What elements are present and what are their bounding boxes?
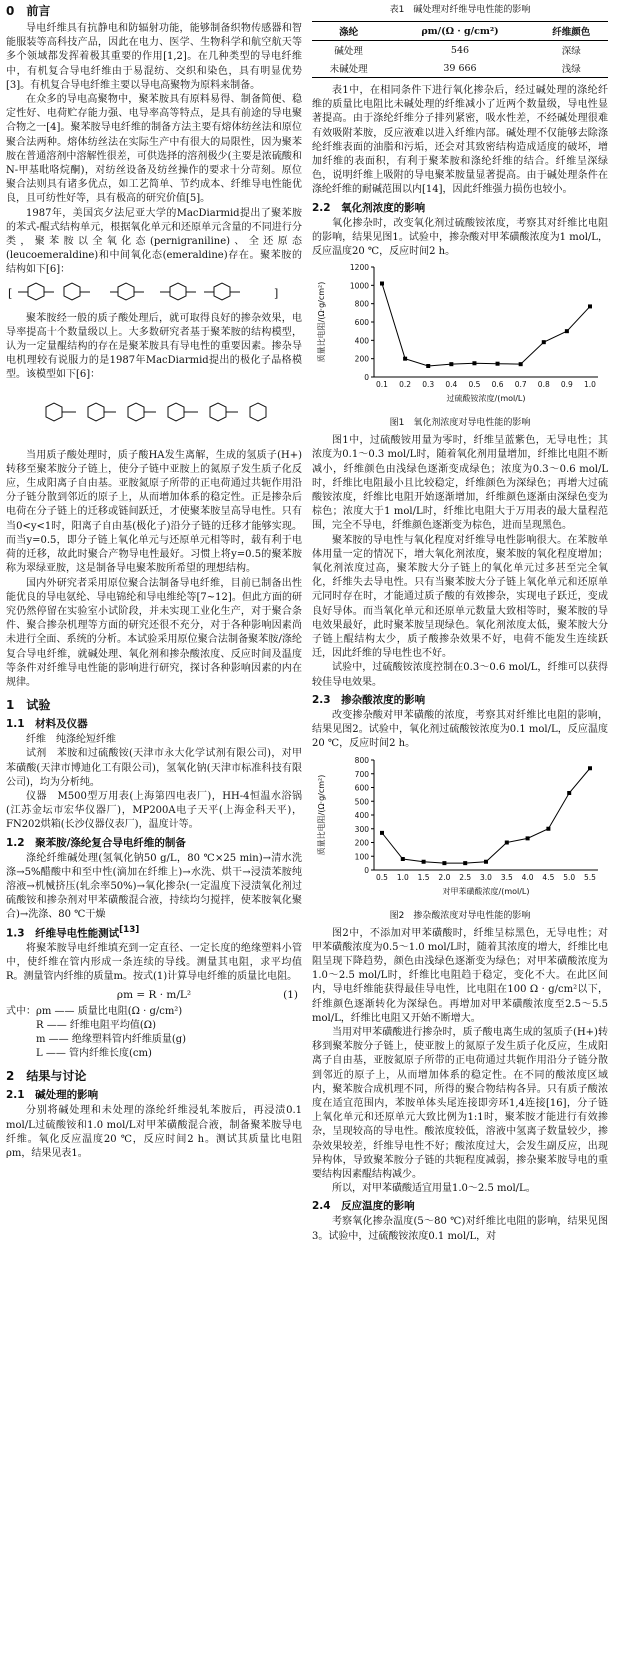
x-tick-label: 0.1 bbox=[376, 380, 388, 390]
subsection-heading: 2.3 掺杂酸浓度的影响 bbox=[312, 693, 426, 706]
x-tick-label: 0.3 bbox=[422, 380, 435, 390]
subsection-heading: 2.2 氧化剂浓度的影响 bbox=[312, 201, 426, 214]
x-tick-label: 0.5 bbox=[376, 872, 388, 882]
data-point bbox=[442, 861, 446, 865]
y-tick-label: 800 bbox=[354, 755, 369, 765]
x-tick-label: 0.6 bbox=[491, 380, 504, 390]
paragraph: 导电纤维具有抗静电和防辐射功能，能够制备织物传感器和智能服装等高科技产品，因此在电力、医学、生物科学和航空航天等多个领域都发挥着极其重要的作用[1,2]。在几种类型的导电纤维中，有机复合导电纤维由于易混纺、交织和染色，具有明显优势[3]。有机复合导电纤维主要以导电高聚物为原料来制备。 bbox=[6, 23, 302, 91]
y-tick-label: 800 bbox=[354, 299, 369, 309]
paragraph: 将聚苯胺导电纤维填充到一定直径、一定长度的绝缘塑料小管中，使纤维在管内形成一条连续的导线。测量其电阻，求平均值R。测量管内纤维的质量m。按式(1)计算导电纤维的质量比电阻。 bbox=[6, 943, 302, 983]
paragraph: 考察氧化掺杂温度(5～80 ℃)对纤维比电阻的影响，结果见图3。试验中，过硫酸铵浓度0.1 mol/L，对 bbox=[312, 1216, 608, 1242]
paragraph: 当用质子酸处理时，质子酸HA发生离解，生成的氢质子(H+)转移至聚苯胺分子链上，使分子链中亚胺上的氮原子发生质子化反应，生成阳离子自由基。亚胺氮原子所带的正电荷通过共轭作用沿分子链分散到邻近的原子上，从而增加体系的稳定性。正是掺杂后电荷在分子链上的迁移或链间跃迁，才使聚苯胺呈高导电性。只有当0<y<1时，阳离子自由基(极化子)沿分子链的迁移才能够实现。而当y=0.5，即分子链上氧化单元与还原单元相等时，载有利于电荷的迁移，故此时聚合产物导电性最好。习惯上将y=0.5的聚苯胺称为翠绿亚胺，这是制备导电聚苯胺所希望的理想结构。 bbox=[6, 449, 302, 575]
figure-2 bbox=[312, 752, 608, 921]
data-point bbox=[449, 362, 453, 366]
table-header-row bbox=[312, 22, 608, 41]
subsection-heading: 1.1 材料及仪器 bbox=[6, 718, 88, 731]
right-column bbox=[312, 0, 608, 1244]
paragraph: 图2中，不添加对甲苯磺酸时，纤维呈棕黑色，无导电性；对甲苯磺酸浓度为0.5～1.0 mol/L时，随着其浓度的增大，纤维比电阻呈现下降趋势，颜色由浅绿色逐渐变为绿色；对甲苯磺酸浓度为1.0～2.5 mol/L时，纤维比电阻趋于稳定，变化不大。在此区间内，导电纤维能获得最佳导电性，比电阻在100 Ω · g/cm²以下，纤维颜色逐渐转化为深绿色。再增加对甲苯磺酸浓度至2.5～5.5 mol/L，纤维比电阻又开始不断增大。 bbox=[312, 927, 608, 1024]
x-tick-label: 0.2 bbox=[399, 380, 412, 390]
x-tick-label: 0.7 bbox=[514, 380, 527, 390]
section-heading: 0 前言 bbox=[6, 4, 51, 18]
y-tick-label: 1000 bbox=[349, 281, 369, 291]
data-point bbox=[426, 364, 430, 368]
paragraph: 1987年，美国宾夕法尼亚大学的MacDiarmid提出了聚苯胺的苯式-醌式结构单元，根据氧化单元和还原单元含量的不同进行分类，聚苯胺以全氧化态(pernigraniline)、全还原态(leucoemeraldine)和中间氧化态(emeraldine)存在。聚苯胺的结构如下[6]： bbox=[6, 207, 302, 276]
table-1 bbox=[312, 21, 608, 78]
subsection-heading: 2.1 碱处理的影响 bbox=[6, 1089, 99, 1102]
x-tick-label: 2.0 bbox=[438, 872, 451, 882]
y-tick-label: 200 bbox=[354, 354, 369, 364]
citation: [13] bbox=[119, 924, 140, 935]
equation bbox=[6, 989, 302, 1001]
table-cell: 39 666 bbox=[443, 62, 477, 74]
polaron-model-diagram bbox=[6, 387, 302, 445]
data-point bbox=[463, 861, 467, 865]
paragraph: 氧化掺杂时，改变氧化剂过硫酸铵浓度，考察其对纤维比电阻的影响，结果见图1。试验中，掺杂酸对甲苯磺酸浓度为1 mol/L，反应温度20 ℃，反应时间2 h。 bbox=[312, 217, 608, 258]
paragraph: 聚苯胺经一般的质子酸处理后，就可取得良好的掺杂效果，电导率提高十个数量级以上。大多数研究者基于聚苯胺的结构模型，认为一定量醌结构的存在是聚苯胺具有导电性的重要因素。掺杂导电机理较有说服力的是1987年MacDiarmid提出的极化子晶格模型。该模型如下[6]： bbox=[6, 312, 302, 381]
table-cell: 碱处理 bbox=[334, 46, 363, 57]
data-point bbox=[403, 357, 407, 361]
data-point bbox=[565, 329, 569, 333]
x-tick-label: 5.5 bbox=[584, 872, 596, 882]
y-tick-label: 600 bbox=[354, 318, 369, 328]
series-line bbox=[382, 768, 590, 863]
paragraph: 仪器 M500型万用表(上海第四电表厂)，HH-4恒温水浴锅(江苏金坛市宏华仪器厂)，MP200A电子天平(上海金科天平)，FN202烘箱(长沙仪器仪表厂)，温度计等。 bbox=[6, 790, 302, 831]
x-tick-label: 1.0 bbox=[584, 380, 596, 390]
table-row bbox=[312, 59, 608, 78]
figure-1 bbox=[312, 259, 608, 428]
chart-1 bbox=[312, 259, 608, 409]
y-tick-label: 0 bbox=[364, 373, 369, 383]
equation-number: (1) bbox=[283, 988, 298, 1001]
equation-legend-list bbox=[36, 1019, 302, 1062]
x-tick-label: 0.4 bbox=[445, 380, 458, 390]
data-point bbox=[519, 362, 523, 366]
table-header: 纤维颜色 bbox=[552, 27, 591, 38]
y-tick-label: 700 bbox=[354, 769, 369, 779]
paragraph: 涤纶纤维碱处理(氢氧化钠50 g/L，80 ℃×25 min)→清水洗涤→5%醋酸中和至中性(滴加在纤维上)→水洗、烘干→浸渍苯胺纯溶液→机械挤压(轧余率50%)→氧化掺杂(一定温度下浸渍氧化剂过硫酸铵和掺杂剂对甲苯磺酸混合液，持续均匀搅拌，使苯胺氧化聚合)→洗涤、80 ℃干燥 bbox=[6, 852, 302, 921]
x-tick-label: 1.0 bbox=[396, 872, 409, 882]
paragraph: 试剂 苯胺和过硫酸铵(天津市永大化学试剂有限公司)，对甲苯磺酸(天津市博迪化工有限公司)，氢氧化钠(天津市标准科技有限公司)，均为分析纯。 bbox=[6, 748, 302, 788]
table-header: ρm/(Ω · g/cm²) bbox=[421, 25, 499, 37]
svg-text:[: [ bbox=[8, 286, 13, 300]
x-tick-label: 3.5 bbox=[500, 872, 513, 882]
y-tick-label: 1200 bbox=[349, 263, 369, 273]
x-axis-label: 对甲苯磺酸浓度/(mol/L) bbox=[442, 886, 530, 896]
subsection-heading: 1.2 聚苯胺/涤纶复合导电纤维的制备 bbox=[6, 836, 186, 849]
chart-2 bbox=[312, 752, 608, 902]
table-header: 涤纶 bbox=[339, 27, 359, 38]
x-tick-label: 4.0 bbox=[521, 872, 534, 882]
x-tick-label: 0.5 bbox=[468, 380, 481, 390]
data-point bbox=[496, 362, 500, 366]
paragraph: 试验中，过硫酸铵浓度控制在0.3～0.6 mol/L，纤维可以获得较佳导电效果。 bbox=[312, 662, 608, 688]
data-point bbox=[422, 859, 426, 863]
x-tick-label: 0.9 bbox=[560, 380, 573, 390]
y-axis-label: 质量比电阻/(Ω·g/cm²) bbox=[317, 281, 326, 363]
x-tick-label: 0.8 bbox=[537, 380, 550, 390]
data-point bbox=[588, 305, 592, 309]
equation-body: ρm = R · m/L² bbox=[116, 988, 192, 1001]
y-tick-label: 0 bbox=[364, 865, 369, 875]
section-heading: 2 结果与讨论 bbox=[6, 1069, 87, 1084]
table-cell: 浅绿 bbox=[561, 64, 581, 75]
data-point bbox=[567, 791, 571, 795]
table-cell: 546 bbox=[450, 44, 470, 56]
paragraph: 在众多的导电高聚物中，聚苯胺具有原料易得、制备简便、稳定性好、电荷贮存能力强、电导率高等特点，是具有前途的导电聚合物之一[4]。聚苯胺导电纤维的制备方法主要有熔体纺丝法和原位聚合法两种。熔体纺丝法在实际生产中有很大的局限性，因为聚苯胺在普通溶剂中溶解性很差，可供选择的溶剂极少(主要是浓硫酸和N-甲基吡咯烷酮)，对纺丝设备及纺丝操作的要求十分苛刻。原位聚合法则具有诸多优点，如工艺简单、节约成本、纤维导电性能优良，且可纺性好等，具有极高的研究价值[5]。 bbox=[6, 94, 302, 205]
paragraph: 所以，对甲苯磺酸适宜用量1.0～2.5 mol/L。 bbox=[332, 1183, 536, 1195]
paragraph: 国内外研究者采用原位聚合法制备导电纤维，目前已制备出性能优良的导电氨纶、导电锦纶和导电维纶等[7~12]。但此方面的研究仍然停留在实验室小试阶段，并未实现工业化生产，对于聚合条件、聚合掺杂机理等方面的研究还很不充分，对于各种影响因素尚未进行全面、系统的分析。本试验采用原位聚合法制备聚苯胺/涤纶复合导电纤维，就碱处理、氧化剂和掺杂酸浓度、反应时间及温度等条件对纤维导电性能的影响进行研究，探讨各种影响因素的内在规律。 bbox=[6, 577, 302, 688]
y-tick-label: 400 bbox=[354, 810, 369, 820]
data-point bbox=[401, 857, 405, 861]
y-tick-label: 200 bbox=[354, 838, 369, 847]
series-line bbox=[382, 284, 590, 367]
svg-text:]: ] bbox=[274, 286, 279, 300]
paragraph: 改变掺杂酸对甲苯磺酸的浓度，考察其对纤维比电阻的影响，结果见图2。试验中，氧化剂过硫酸铵浓度为0.1 mol/L，反应温度20 ℃，反应时间2 h。 bbox=[312, 709, 608, 750]
left-column bbox=[6, 0, 302, 1161]
y-tick-label: 300 bbox=[354, 824, 369, 834]
y-tick-label: 600 bbox=[354, 783, 369, 792]
table-caption: 表1 碱处理对纤维导电性能的影响 bbox=[389, 5, 531, 15]
paragraph: 纤维 纯涤纶短纤维 bbox=[26, 734, 116, 746]
paragraph: 分别将碱处理和未处理的涤纶纤维浸轧苯胺后，再浸渍0.1 mol/L过硫酸铵和1.0 mol/L对甲苯磺酸混合液，制备聚苯胺导电纤维。氧化反应温度20 ℃，反应时间2 h。测试其质量比电阻ρm，结果见表1。 bbox=[6, 1105, 302, 1160]
x-tick-label: 1.5 bbox=[417, 872, 430, 882]
figure-caption: 图2 掺杂酸浓度对导电性能的影响 bbox=[389, 910, 531, 921]
data-point bbox=[472, 361, 476, 365]
y-tick-label: 500 bbox=[354, 796, 369, 806]
table-cell: 深绿 bbox=[561, 46, 581, 57]
data-point bbox=[505, 840, 509, 844]
x-tick-label: 4.5 bbox=[542, 872, 555, 882]
legend-item: m —— 绝缘塑料管内纤维质量(g) bbox=[36, 1034, 187, 1046]
x-tick-label: 3.0 bbox=[480, 872, 492, 882]
y-tick-label: 400 bbox=[354, 336, 369, 346]
data-point bbox=[380, 282, 384, 286]
paragraph: 图1中，过硫酸铵用量为零时，纤维呈蓝紫色，无导电性；其浓度为0.1～0.3 mol/L时，随着氧化剂用量增加，纤维比电阻不断减小，纤维颜色由浅绿色逐渐变成绿色；浓度为0.3～0.6 mol/L时，纤维比电阻最小且比较稳定，纤维颜色为深绿色；再增大过硫酸铵浓度，纤维比电阻开始逐渐增加，纤维颜色逐渐由深绿色变为棕色；浓度大于1 mol/L时，纤维比电阻大于万用表的最大量程范围，完全不导电，纤维颜色逐渐变为棕色，进而呈现黑色。 bbox=[312, 435, 608, 532]
table-row bbox=[312, 41, 608, 60]
data-point bbox=[380, 830, 384, 834]
subsection-heading bbox=[6, 925, 302, 941]
polyaniline-structure-diagram bbox=[6, 282, 302, 308]
legend-item: R —— 纤维电阻平均值(Ω) bbox=[36, 1019, 156, 1031]
table-cell: 未碱处理 bbox=[329, 64, 368, 75]
y-axis-label: 质量比电阻/(Ω·g/cm²) bbox=[317, 774, 326, 855]
section-heading: 1 试验 bbox=[6, 698, 51, 713]
data-point bbox=[526, 836, 530, 840]
y-tick-label: 100 bbox=[354, 851, 369, 861]
data-point bbox=[546, 826, 550, 830]
data-point bbox=[542, 340, 546, 344]
x-axis-label: 过硫酸铵浓度/(mol/L) bbox=[446, 394, 526, 404]
figure-caption: 图1 氧化剂浓度对导电性能的影响 bbox=[389, 418, 531, 429]
data-point bbox=[588, 766, 592, 770]
paragraph: 聚苯胺的导电性与氧化程度对纤维导电性影响很大。在苯胺单体用量一定的情况下，增大氧化剂浓度，聚苯胺的氧化程度增加；氧化剂浓度过高，聚苯胺大分子链上的氧化单元过多甚至完全氧化，纤维失去导电性。只有当聚苯胺大分子链上氧化单元和还原单元同时存在时，才能通过质子酸的有效掺杂，实现电子跃迁，变成良好导体。而当氧化单元和还原单元数量大致相等时，聚苯胺的导电效果最好，此时聚苯胺呈现绿色。氧化剂浓度太低，聚苯胺大分子链上醌结构太少，质子酸掺杂效果不好，电荷不能发生连续跃迁，因此纤维的导电性也不好。 bbox=[312, 534, 608, 660]
paragraph: 表1中，在相同条件下进行氧化掺杂后，经过碱处理的涤纶纤维的质量比电阻比未碱处理的纤维减小了近两个数量级，导电性显著提高。由于涤纶纤维分子排列紧密，吸水性差，不经碱处理很难有效吸附苯胺，反应液难以进入纤维内部。碱处理不仅能够去除涤纶纤维表面的油脂和污垢，还会对其致密结构造成适度的破坏，增加纤维的表面积，有利于聚苯胺和涤纶纤维的结合。纤维呈深绿色，说明纤维上吸附的导电聚苯胺量显著提高。由于碱处理条件在涤纶纤维的耐碱范围以内[14]，因此纤维强力损伤也较小。 bbox=[312, 85, 608, 196]
subsection-heading: 2.4 反应温度的影响 bbox=[312, 1200, 415, 1213]
legend-item: L —— 管内纤维长度(cm) bbox=[36, 1048, 152, 1060]
data-point bbox=[484, 859, 488, 863]
paragraph: 当用对甲苯磺酸进行掺杂时，质子酸电离生成的氢质子(H+)转移到聚苯胺分子链上，使亚胺上的氮原子发生质子化反应，生成阳离子自由基，亚胺氮原子所带的正电荷通过共轭作用沿分子链分散到邻近的原子上，从而增加体系的稳定性。在不同的酸浓度区域内，聚苯胺合成机理不同，所得的聚合物结构各异。只有质子酸浓度在适宜范围内，苯胺单体头尾连接即旁环1,4连接[16]，分子链上氧化单元和还原单元大致比例为1:1时，聚苯胺才能进行有效掺杂，呈现较高的导电性。酸浓度较低，溶液中氢离子数量较少，掺杂效果较差，纤维导电性不好；酸浓度过大，会发生副反应，出现异构体，导致聚苯胺分子链的共轭程度减弱，掺杂聚苯胺导电的重要结构因素醌结构减少。 bbox=[312, 1026, 608, 1180]
x-tick-label: 5.0 bbox=[563, 872, 576, 882]
subsection-title: 1.3 纤维导电性能测试 bbox=[6, 927, 120, 940]
x-tick-label: 2.5 bbox=[459, 872, 472, 882]
equation-legend: 式中：ρm —— 质量比电阻(Ω · g/cm²) bbox=[6, 1005, 183, 1017]
